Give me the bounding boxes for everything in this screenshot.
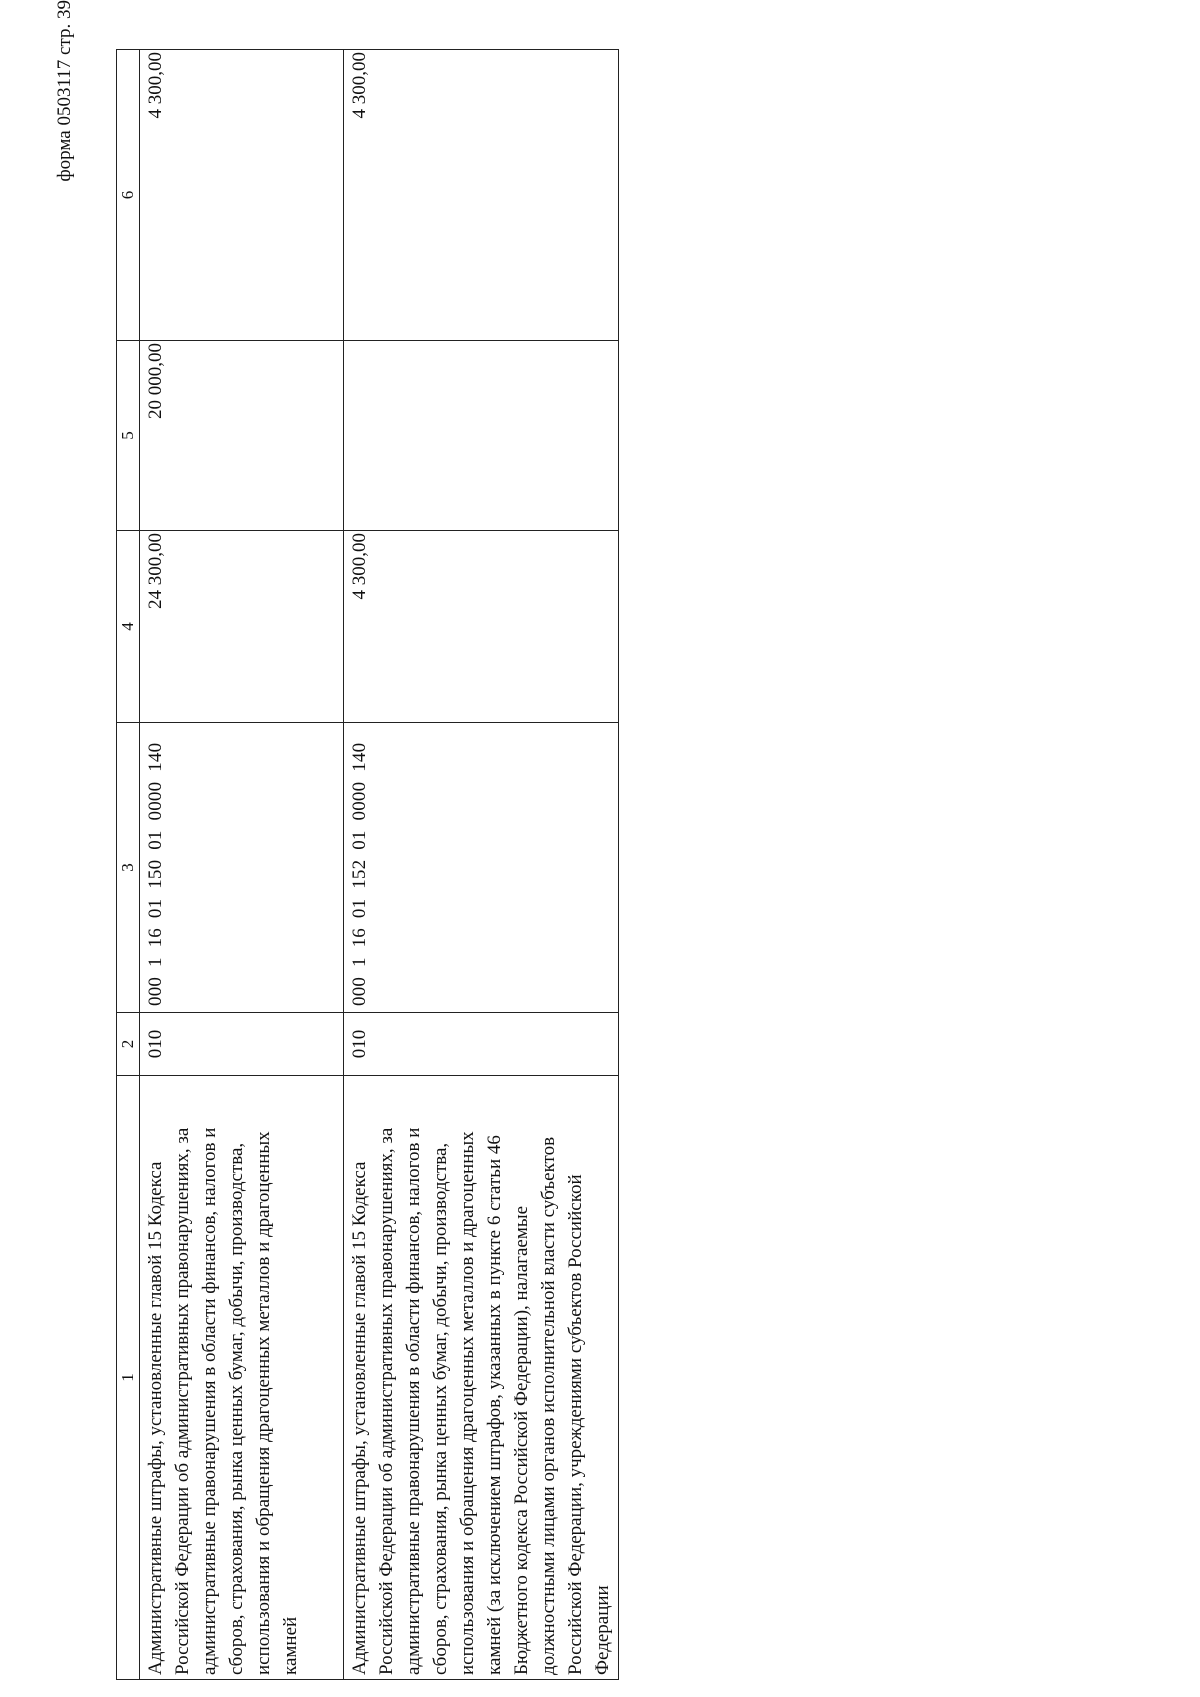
unexecuted-amount: 4 300,00	[140, 50, 344, 341]
line-code: 010	[140, 1013, 344, 1076]
line-code: 010	[344, 1013, 619, 1076]
column-number-row	[117, 50, 140, 1680]
column-number: 1	[117, 1076, 140, 1680]
unexecuted-amount: 4 300,00	[344, 50, 619, 341]
column-number: 4	[117, 531, 140, 723]
indicator-name: Административные штрафы, установленные главой 15 Кодекса Российской Федерации об административных правонарушениях, за административные правонарушения в области финансов, налогов и сборов, страхования, рынка ценных бумаг, добычи, производства, использования и обращения драгоценных металлов и драгоценных камней (за исключением штрафов, указанных в пункте 6 статьи 46 Бюджетного кодекса Российской Федерации), налагаемые должностными лицами органов исполнительной власти субъектов Российской Федерации, учреждениями субъектов Российской Федерации	[344, 1076, 619, 1680]
column-number: 6	[117, 50, 140, 341]
approved-amount: 24 300,00	[140, 531, 344, 723]
executed-amount	[344, 341, 619, 531]
indicator-name: Административные штрафы, установленные главой 15 Кодекса Российской Федерации об административных правонарушениях, за административные правонарушения в области финансов, налогов и сборов, страхования, рынка ценных бумаг, добычи, производства, использования и обращения драгоценных металлов и драгоценных камней	[140, 1076, 344, 1680]
budget-classification-code: 000 1 16 01 150 01 0000 140	[140, 723, 344, 1013]
report-table	[116, 49, 619, 1680]
table-row	[344, 50, 619, 1680]
column-number: 3	[117, 723, 140, 1013]
rotated-report-table	[116, 50, 678, 1680]
column-number: 2	[117, 1013, 140, 1076]
form-header: форма 0503117 стр. 39	[54, 0, 75, 182]
column-number: 5	[117, 341, 140, 531]
approved-amount: 4 300,00	[344, 531, 619, 723]
budget-classification-code: 000 1 16 01 152 01 0000 140	[344, 723, 619, 1013]
table-row	[140, 50, 344, 1680]
executed-amount: 20 000,00	[140, 341, 344, 531]
